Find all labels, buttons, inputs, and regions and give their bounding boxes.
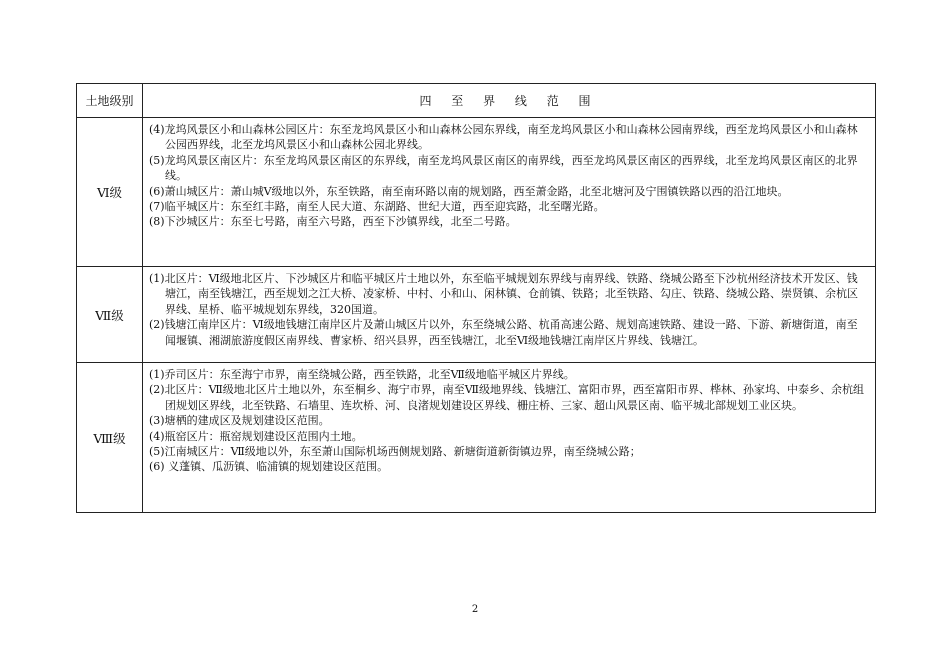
range-item: (8)下沙城区片：东至七号路，南至六号路，西至下沙镇界线，北至二号路。 [149, 215, 517, 229]
range-cell [143, 118, 876, 267]
range-item: (6)萧山城区片：萧山城Ⅴ级地以外，东至铁路，南至南环路以南的规划路，西至萧金路，北至北塘河及宁围镇铁路以西的沿江地块。 [149, 184, 789, 198]
range-item: (7)临平城区片：东至红丰路，南至人民大道、东湖路、世纪大道，西至迎宾路，北至曙光路。 [149, 200, 605, 214]
land-grade-table [76, 83, 876, 513]
range-cell [143, 363, 876, 513]
grade-cell: Ⅵ级 [77, 118, 143, 267]
range-item: (2)北区片：Ⅶ级地北区片土地以外，东至桐乡、海宁市界，南至Ⅶ级地界线、钱塘江、富阳市界，西至富阳市界、桦林、孙家坞、中泰乡、余杭组团规划区界线，北至铁路、石墙里、连坎桥、河、良渚规划建设区界线、栅庄桥、三家、超山风景区南、临平城北部规划工业区块。 [149, 383, 864, 412]
range-item: (2)钱塘江南岸区片：Ⅵ级地钱塘江南岸区片及萧山城区片以外，东至绕城公路、杭甬高速公路、规划高速铁路、建设一路、下游、新塘街道，南至闻堰镇、湘湖旅游度假区南界线、曹家桥、绍兴县界，西至钱塘江，北至Ⅵ级地钱塘江南岸区片界线、钱塘江。 [149, 318, 858, 347]
table-row-grade-8 [77, 363, 876, 513]
range-item: (5)江南城区片：Ⅶ级地以外，东至萧山国际机场西侧规划路、新塘街道新街镇边界，南至绕城公路； [149, 445, 641, 459]
range-cell [143, 267, 876, 363]
grade-cell: Ⅷ级 [77, 363, 143, 513]
header-range: 四 至 界 线 范 围 [143, 84, 876, 118]
range-item: (1)乔司区片：东至海宁市界，南至绕城公路，西至铁路，北至Ⅶ级地临平城区片界线。 [149, 368, 575, 381]
range-item: (4)龙坞风景区小和山森林公园区片：东至龙坞风景区小和山森林公园东界线，南至龙坞风景区小和山森林公园南界线，西至龙坞风景区小和山森林公园西界线，北至龙坞风景区小和山森林公园北界线。 [149, 123, 858, 152]
range-item: (4)瓶窑区片：瓶窑规划建设区范围内土地。 [149, 429, 363, 443]
range-item: (1)北区片：Ⅵ级地北区片、下沙城区片和临平城区片土地以外，东至临平城规划东界线与南界线、铁路、绕城公路至下沙杭州经济技术开发区、钱塘江，南至钱塘江，西至规划之江大桥、凌家桥、中村、小和山、闲林镇、仓前镇、铁路；北至铁路、勾庄、铁路、绕城公路、崇贤镇、余杭区界线、星桥、临平城规划东界线，320国道。 [149, 272, 858, 316]
table-row-grade-7 [77, 267, 876, 363]
range-item: (5)龙坞风景区南区片：东至龙坞风景区南区的东界线，南至龙坞风景区南区的南界线，西至龙坞风景区南区的西界线，北至龙坞风景区南区的北界线。 [149, 153, 858, 183]
table-header-row [77, 84, 876, 118]
range-item: (3)塘栖的建成区及规划建设区范围。 [149, 414, 330, 428]
range-item: (6) 义蓬镇、瓜沥镇、临浦镇的规划建设区范围。 [149, 460, 389, 474]
grade-cell: Ⅶ级 [77, 267, 143, 363]
table-row-grade-6 [77, 118, 876, 267]
page-number: 2 [471, 604, 479, 615]
header-grade: 土地级别 [77, 84, 143, 118]
